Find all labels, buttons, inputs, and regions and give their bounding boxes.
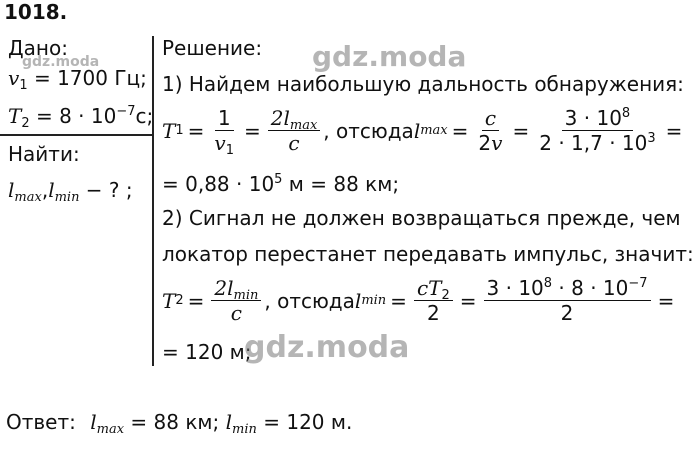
- fraction-numeric-lmin: $\frac{3 \cdot 10^8 \cdot 8 \cdot 10^{-7}}{2}$: [484, 276, 651, 325]
- answer-line: Ответ: $l_{max} = 88$ км; $l_{min} = 120$ м.: [6, 410, 353, 437]
- problem-number: 1018.: [4, 0, 68, 24]
- formula-lmax: T 1 = $\frac{1}{v_1}$ = $\frac{2l_{max}}{c}$ , отсюда l max = $\frac{c}{2v}$ = $\frac{3 \cdot 10^8}{2 \cdot 1,7 \cdot 10^3}$ =: [162, 106, 683, 158]
- step1-text: 1) Найдем наибольшую дальность обнаружения:: [162, 72, 684, 96]
- given-heading: Дано:: [8, 36, 68, 60]
- given-frequency: $v_1 = 1700$ Гц;: [8, 66, 147, 93]
- step2-text-line1: 2) Сигнал не должен возвращаться прежде, чем: [162, 206, 681, 230]
- fraction-one-over-v: $\frac{1}{v_1}$: [214, 106, 234, 158]
- watermark-top: gdz.moda: [312, 40, 467, 73]
- fraction-c-over-2v: $\frac{c}{2v}$: [478, 106, 503, 155]
- horizontal-divider: [0, 134, 152, 136]
- given-period: $T_2 = 8 \cdot 10^{-7}с$;: [8, 104, 154, 131]
- step2-text-line2: локатор перестанет передавать импульс, значит:: [162, 242, 694, 266]
- lmax-result: = $0,88 \cdot 10^5$ м = 88 км;: [162, 172, 400, 196]
- solution-heading: Решение:: [162, 36, 263, 60]
- vertical-divider: [152, 36, 154, 366]
- formula-lmin: T 2 = $\frac{2l_{min}}{c}$ , отсюда l min = $\frac{cT_2}{2}$ = $\frac{3 \cdot 10^8 \cdot 8 \cdot 10^{-7}}{2}$ =: [162, 276, 675, 325]
- fraction-numeric-lmax: $\frac{3 \cdot 10^8}{2 \cdot 1,7 \cdot 10^3}$: [539, 106, 656, 155]
- find-heading: Найти:: [8, 142, 80, 166]
- lmin-result: = 120 м;: [162, 340, 252, 364]
- fraction-cT-over-2: $\frac{cT_2}{2}$: [414, 276, 453, 325]
- fraction-2l-over-c: $\frac{2l_{max}}{c}$: [268, 106, 321, 155]
- watermark-bottom: gdz.moda: [244, 330, 410, 365]
- fraction-2lmin-over-c: $\frac{2l_{min}}{c}$: [211, 276, 261, 325]
- find-unknowns: $l_{max},l_{min}$ − ? ;: [8, 178, 133, 205]
- watermark-small: gdz.moda: [22, 54, 100, 70]
